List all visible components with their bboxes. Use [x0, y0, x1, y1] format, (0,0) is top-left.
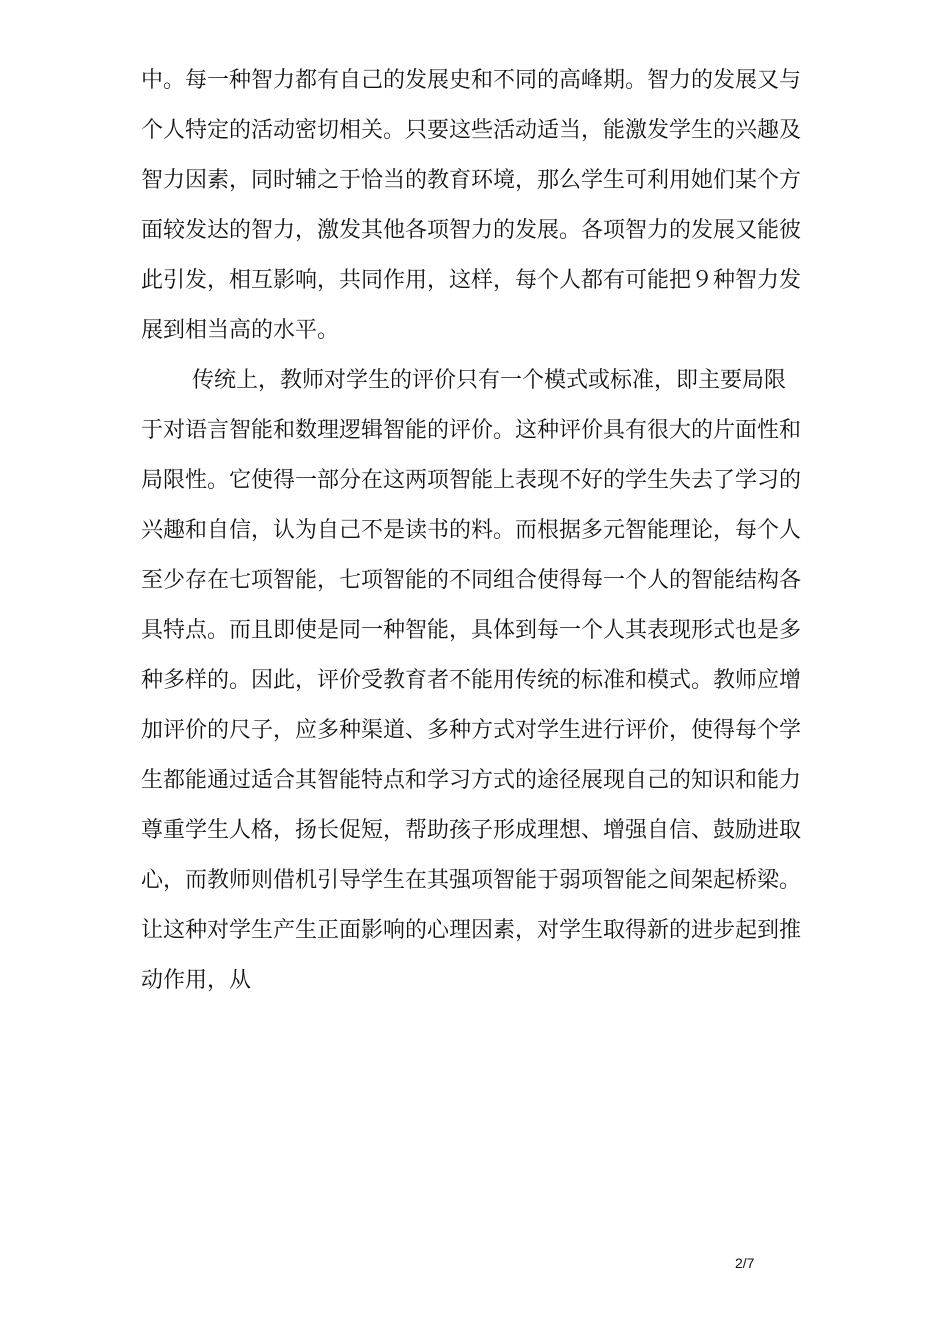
text-line: 种多样的。因此，评价受教育者不能用传统的标准和模式。教师应增 [141, 668, 802, 693]
text-line: 加评价的尺子，应多种渠道、多种方式对学生进行评价，使得每个学 [141, 718, 802, 743]
text-line: 展到相当高的水平。 [141, 318, 340, 343]
text-line: 个人特定的活动密切相关。只要这些活动适当，能激发学生的兴趣及 [141, 118, 802, 143]
text-line: 中。每一种智力都有自己的发展史和不同的高峰期。智力的发展又与 [141, 68, 802, 93]
text-line: 具特点。而且即使是同一种智能，具体到每一个人其表现形式也是多 [141, 618, 802, 643]
text-line: 智力因素，同时辅之于恰当的教育环境，那么学生可利用她们某个方 [141, 168, 802, 193]
text-line: 心，而教师则借机引导学生在其强项智能于弱项智能之间架起桥梁。 [141, 868, 802, 893]
text-line: 动作用，从 [141, 968, 252, 993]
text-line: 传统上，教师对学生的评价只有一个模式或标准，即主要局限 [192, 368, 787, 393]
page-number: 2/7 [735, 1255, 755, 1271]
text-line: 面较发达的智力，激发其他各项智力的发展。各项智力的发展又能彼 [141, 218, 802, 243]
text-line: 局限性。它使得一部分在这两项智能上表现不好的学生失去了学习的 [141, 468, 802, 493]
text-line: 让这种对学生产生正面影响的心理因素，对学生取得新的进步起到推 [141, 918, 802, 943]
text-line: 兴趣和自信，认为自己不是读书的料。而根据多元智能理论，每个人 [141, 518, 802, 543]
text-line: 尊重学生人格，扬长促短，帮助孩子形成理想、增强自信、鼓励进取 [141, 818, 802, 843]
text-line: 至少存在七项智能，七项智能的不同组合使得每一个人的智能结构各 [141, 568, 802, 593]
text-line: 于对语言智能和数理逻辑智能的评价。这种评价具有很大的片面性和 [141, 418, 802, 443]
text-line: 生都能通过适合其智能特点和学习方式的途径展现自己的知识和能力 [141, 768, 802, 793]
text-line: 此引发，相互影响，共同作用，这样，每个人都有可能把９种智力发 [141, 268, 802, 293]
